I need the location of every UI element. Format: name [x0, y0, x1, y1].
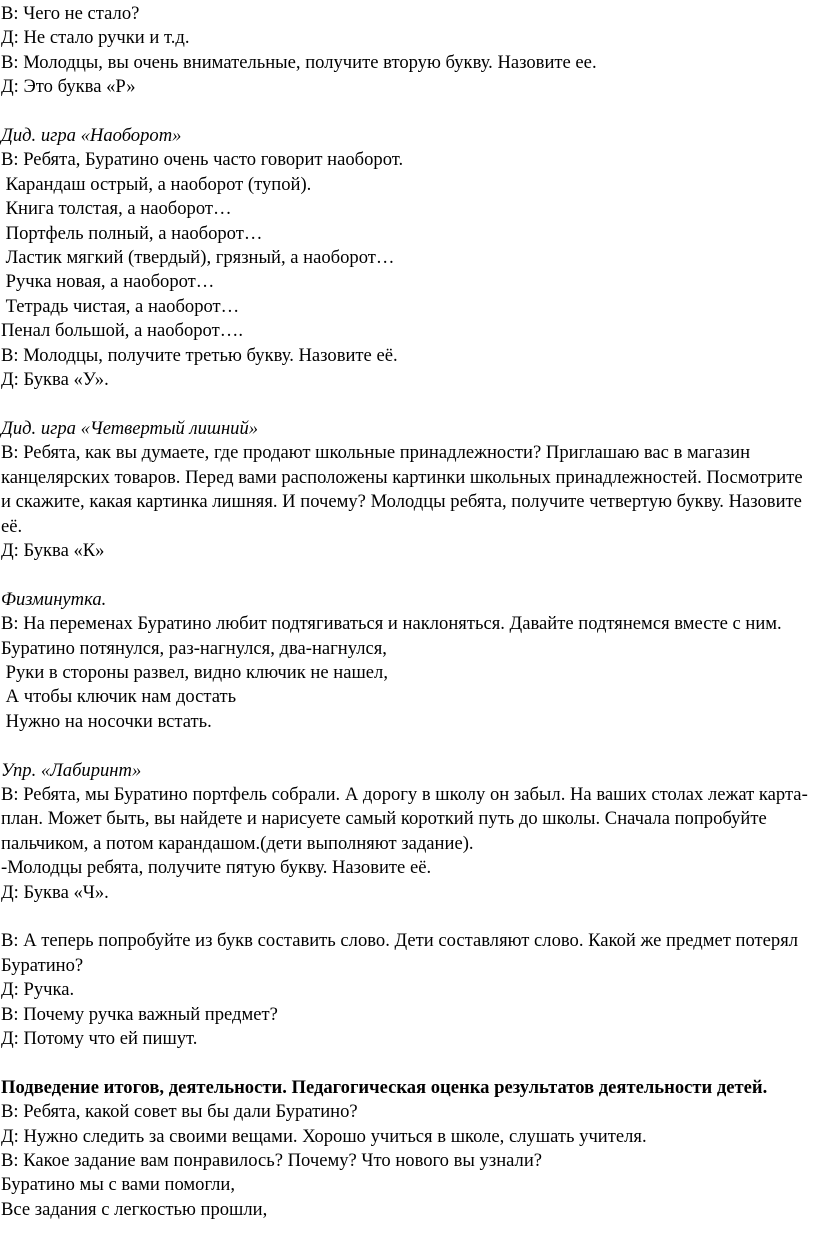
section-heading: Упр. «Лабиринт» — [1, 759, 142, 781]
text-line: В: Ребята, какой совет вы бы дали Буратино? — [1, 1101, 358, 1123]
text-line: Карандаш острый, а наоборот (тупой). — [1, 173, 312, 195]
text-line: Буратино потянулся, раз-нагнулся, два-нагнулся, — [1, 637, 387, 659]
blank-line — [1, 100, 816, 124]
text-line: Д: Не стало ручки и т.д. — [1, 27, 190, 49]
text-line: Все задания с легкостью прошли, — [1, 1198, 268, 1220]
summary-heading: Подведение итогов, деятельности. Педагогическая оценка результатов деятельности детей. — [1, 1076, 768, 1098]
text-line: -Молодцы ребята, получите пятую букву. Назовите её. — [1, 857, 432, 879]
blank-line — [1, 392, 816, 416]
section-heading: Физминутка. — [1, 588, 107, 610]
section-heading: Дид. игра «Четвертый лишний» — [1, 417, 259, 439]
text-line: В: Молодцы, получите третью букву. Назовите её. — [1, 344, 398, 366]
blank-line — [1, 905, 816, 929]
blank-line — [1, 734, 816, 758]
text-line: Ластик мягкий (твердый), грязный, а наоборот… — [1, 247, 395, 269]
text-line: В: Почему ручка важный предмет? — [1, 1003, 278, 1025]
text-line: Д: Нужно следить за своими вещами. Хорошо учиться в школе, слушать учителя. — [1, 1125, 647, 1147]
paragraph: В: Ребята, мы Буратино портфель собрали. А дорогу в школу он забыл. На ваших столах лежат карта-план. Может быть, вы найдете и нарисуете самый короткий путь до школы. Сначала попробуйте пальчиком, а потом карандашом.(дети выполняют задание). — [1, 783, 808, 854]
paragraph: В: На переменах Буратино любит подтягиваться и наклоняться. Давайте подтянемся вместе с ним. — [1, 613, 782, 635]
text-line: В: Ребята, Буратино очень часто говорит наоборот. — [1, 149, 404, 171]
paragraph: В: Ребята, как вы думаете, где продают школьные принадлежности? Приглашаю вас в магазин канцелярских товаров. Перед вами расположены картинки школьных принадлежностей. Посмотрите и скажите, какая картинка лишняя. И почему? Молодцы ребята, получите четвертую букву. Назовите её. — [1, 442, 803, 537]
blank-line — [1, 563, 816, 587]
text-line: Д: Буква «У». — [1, 369, 109, 391]
text-line: В: Молодцы, вы очень внимательные, получите вторую букву. Назовите ее. — [1, 51, 597, 73]
text-line: Д: Ручка. — [1, 979, 75, 1001]
text-line: Д: Буква «К» — [1, 539, 105, 561]
text-line: Д: Буква «Ч». — [1, 881, 109, 903]
paragraph: В: А теперь попробуйте из букв составить слово. Дети составляют слово. Какой же предмет потерял Буратино? — [1, 930, 799, 976]
text-line: Д: Потому что ей пишут. — [1, 1027, 198, 1049]
text-line: Ручка новая, а наоборот… — [1, 271, 215, 293]
text-line: Буратино мы с вами помогли, — [1, 1174, 236, 1196]
text-line: Руки в стороны развел, видно ключик не нашел, — [1, 661, 388, 683]
text-line: В: Какое задание вам понравилось? Почему? Что нового вы узнали? — [1, 1150, 543, 1171]
section-heading: Дид. игра «Наоборот» — [1, 125, 182, 147]
text-line: Тетрадь чистая, а наоборот… — [1, 295, 240, 317]
text-line: В: Чего не стало? — [1, 3, 140, 24]
text-line: Нужно на носочки встать. — [1, 710, 212, 732]
text-line: Книга толстая, а наоборот… — [1, 198, 232, 220]
text-line: Д: Это буква «Р» — [1, 76, 136, 98]
text-line: Пенал большой, а наоборот…. — [1, 320, 243, 342]
text-line: Портфель полный, а наоборот… — [1, 222, 263, 244]
text-line: А чтобы ключик нам достать — [1, 686, 237, 708]
blank-line — [1, 1051, 816, 1075]
